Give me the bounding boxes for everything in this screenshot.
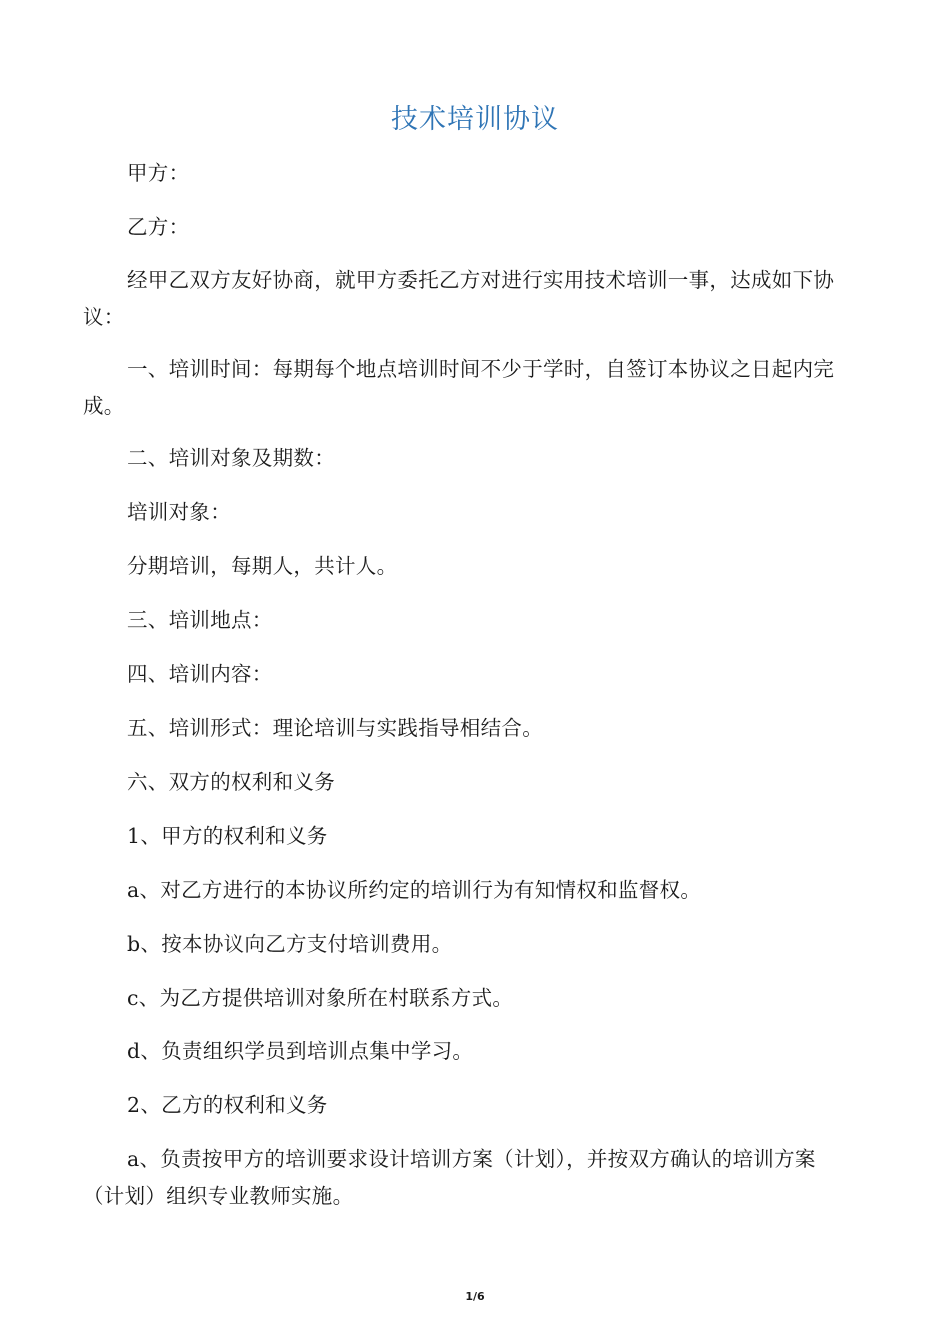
training-batches-line: 分期培训，每期人，共计人。 bbox=[127, 554, 398, 578]
party-a-item-d: d、负责组织学员到培训点集中学习。 bbox=[127, 1039, 474, 1063]
party-a-rights-heading: 1、甲方的权利和义务 bbox=[127, 824, 328, 848]
intro-paragraph: 经甲乙双方友好协商，就甲方委托乙方对进行实用技术培训一事，达成如下协议： bbox=[83, 268, 835, 329]
party-b-line: 乙方： bbox=[127, 215, 190, 239]
party-a-item-a: a、对乙方进行的本协议所约定的培训行为有知情权和监督权。 bbox=[127, 878, 702, 902]
section-training-content: 四、培训内容： bbox=[127, 662, 273, 686]
document-title: 技术培训协议 bbox=[391, 104, 559, 135]
section-rights-obligations: 六、双方的权利和义务 bbox=[127, 770, 335, 794]
section-training-time: 一、培训时间：每期每个地点培训时间不少于学时，自签订本协议之日起内完成。 bbox=[83, 357, 835, 418]
section-training-form: 五、培训形式：理论培训与实践指导相结合。 bbox=[127, 716, 543, 740]
section-training-location: 三、培训地点： bbox=[127, 608, 273, 632]
party-a-item-c: c、为乙方提供培训对象所在村联系方式。 bbox=[127, 986, 514, 1010]
party-b-item-a: a、负责按甲方的培训要求设计培训方案（计划），并按双方确认的培训方案（计划）组织专业教师实施。 bbox=[83, 1147, 816, 1208]
party-a-item-b: b、按本协议向乙方支付培训费用。 bbox=[127, 932, 453, 956]
section-training-targets: 二、培训对象及期数： bbox=[127, 446, 335, 470]
page-number: 1/6 bbox=[465, 1290, 485, 1303]
training-target-line: 培训对象： bbox=[127, 500, 231, 524]
party-a-line: 甲方： bbox=[127, 161, 190, 185]
party-b-rights-heading: 2、乙方的权利和义务 bbox=[127, 1093, 328, 1117]
